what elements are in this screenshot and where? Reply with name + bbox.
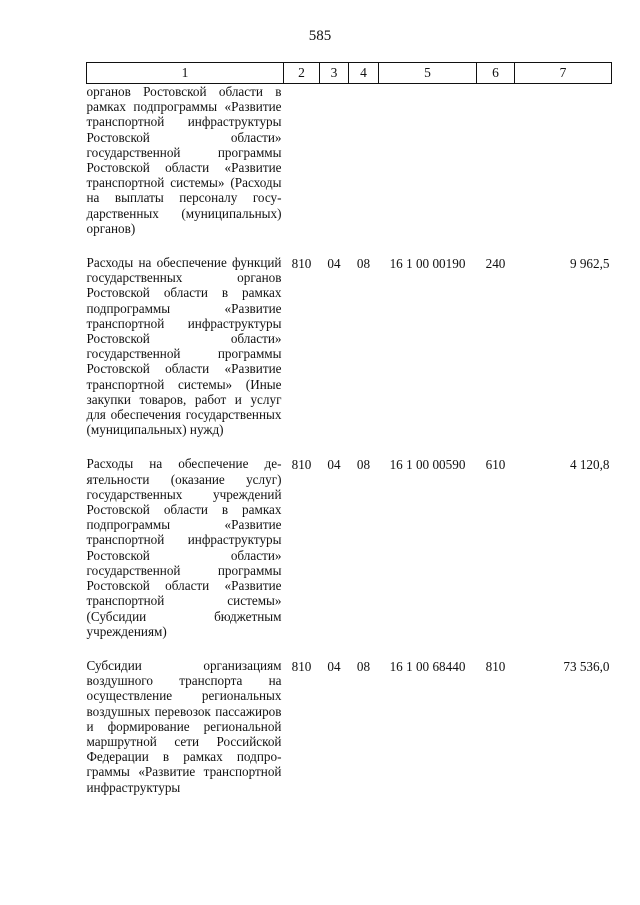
row-description: Расходы на обеспечение деятельности (оказание услуг) государственных учреждений Ростовской области в рамках подпрограммы «Развитие транспортной инфраструктуры Ростовской области» государственной программы Ростовской области «Развитие транспортной системы» (Субсидии бюджетным учреждениям) — [86, 456, 282, 639]
table-row — [87, 84, 612, 256]
row-description: Расходы на обеспечение функций государственных органов Ростовской области в рамках подпрограммы «Развитие транспортной инфраструктуры Ростовской области» государственной программы Ростовской области «Развитие транспортной системы» (Иные закупки товаров, работ и услуг для обеспечения государственных (муниципальных) нужд) — [86, 255, 282, 438]
row-expense-type-code: 610 — [485, 457, 506, 473]
header-col-6: 6 — [477, 63, 515, 84]
row-expense-type-code: 810 — [485, 658, 506, 674]
table-header-row — [87, 63, 612, 84]
row-subsection-code: 08 — [356, 457, 371, 473]
row-target-code: 16 1 00 00590 — [389, 457, 466, 473]
row-subsection-code: 08 — [356, 256, 371, 272]
row-section-code: 04 — [327, 256, 341, 272]
header-col-2: 2 — [284, 63, 320, 84]
row-target-code — [379, 84, 477, 256]
row-description: органов Ростовской области в рамках подпрограммы «Развитие транспортной инфраструктуры Ростовской области» государственной программы Ростовской области «Развитие транспортной системы» (Расходы на выплаты персоналу государственных (муниципальных) органов) — [86, 84, 282, 236]
row-amount: 73 536,0 — [563, 658, 610, 674]
row-amount — [515, 84, 612, 256]
table-row — [87, 255, 612, 456]
row-section-code — [320, 84, 349, 256]
row-target-code: 16 1 00 68440 — [389, 658, 466, 674]
header-col-7: 7 — [515, 63, 612, 84]
row-section-code: 04 — [327, 658, 341, 674]
row-ministry-code — [284, 84, 320, 256]
page-number: 585 — [308, 28, 332, 44]
row-target-code: 16 1 00 00190 — [389, 256, 466, 272]
row-expense-type-code: 240 — [485, 256, 506, 272]
table-row — [87, 658, 612, 795]
row-expense-type-code — [477, 84, 515, 256]
row-description: Субсидии организациям воздушного транспорта на осуществление региональных воздушных перевозок пассажиров и формирование региональной маршрутной сети Российской Федерации в рамках подпрограммы «Развитие транспортной инфраструктуры — [86, 657, 282, 795]
header-col-4: 4 — [349, 63, 379, 84]
row-amount: 9 962,5 — [569, 256, 610, 272]
row-amount: 4 120,8 — [569, 457, 610, 473]
row-subsection-code: 08 — [356, 658, 371, 674]
header-col-5: 5 — [379, 63, 477, 84]
header-col-1: 1 — [87, 63, 284, 84]
budget-table — [86, 62, 612, 795]
row-section-code: 04 — [327, 457, 341, 473]
row-ministry-code: 810 — [291, 658, 312, 674]
row-ministry-code: 810 — [291, 457, 312, 473]
header-col-3: 3 — [320, 63, 349, 84]
row-subsection-code — [349, 84, 379, 256]
table-row — [87, 456, 612, 657]
row-ministry-code: 810 — [291, 256, 312, 272]
